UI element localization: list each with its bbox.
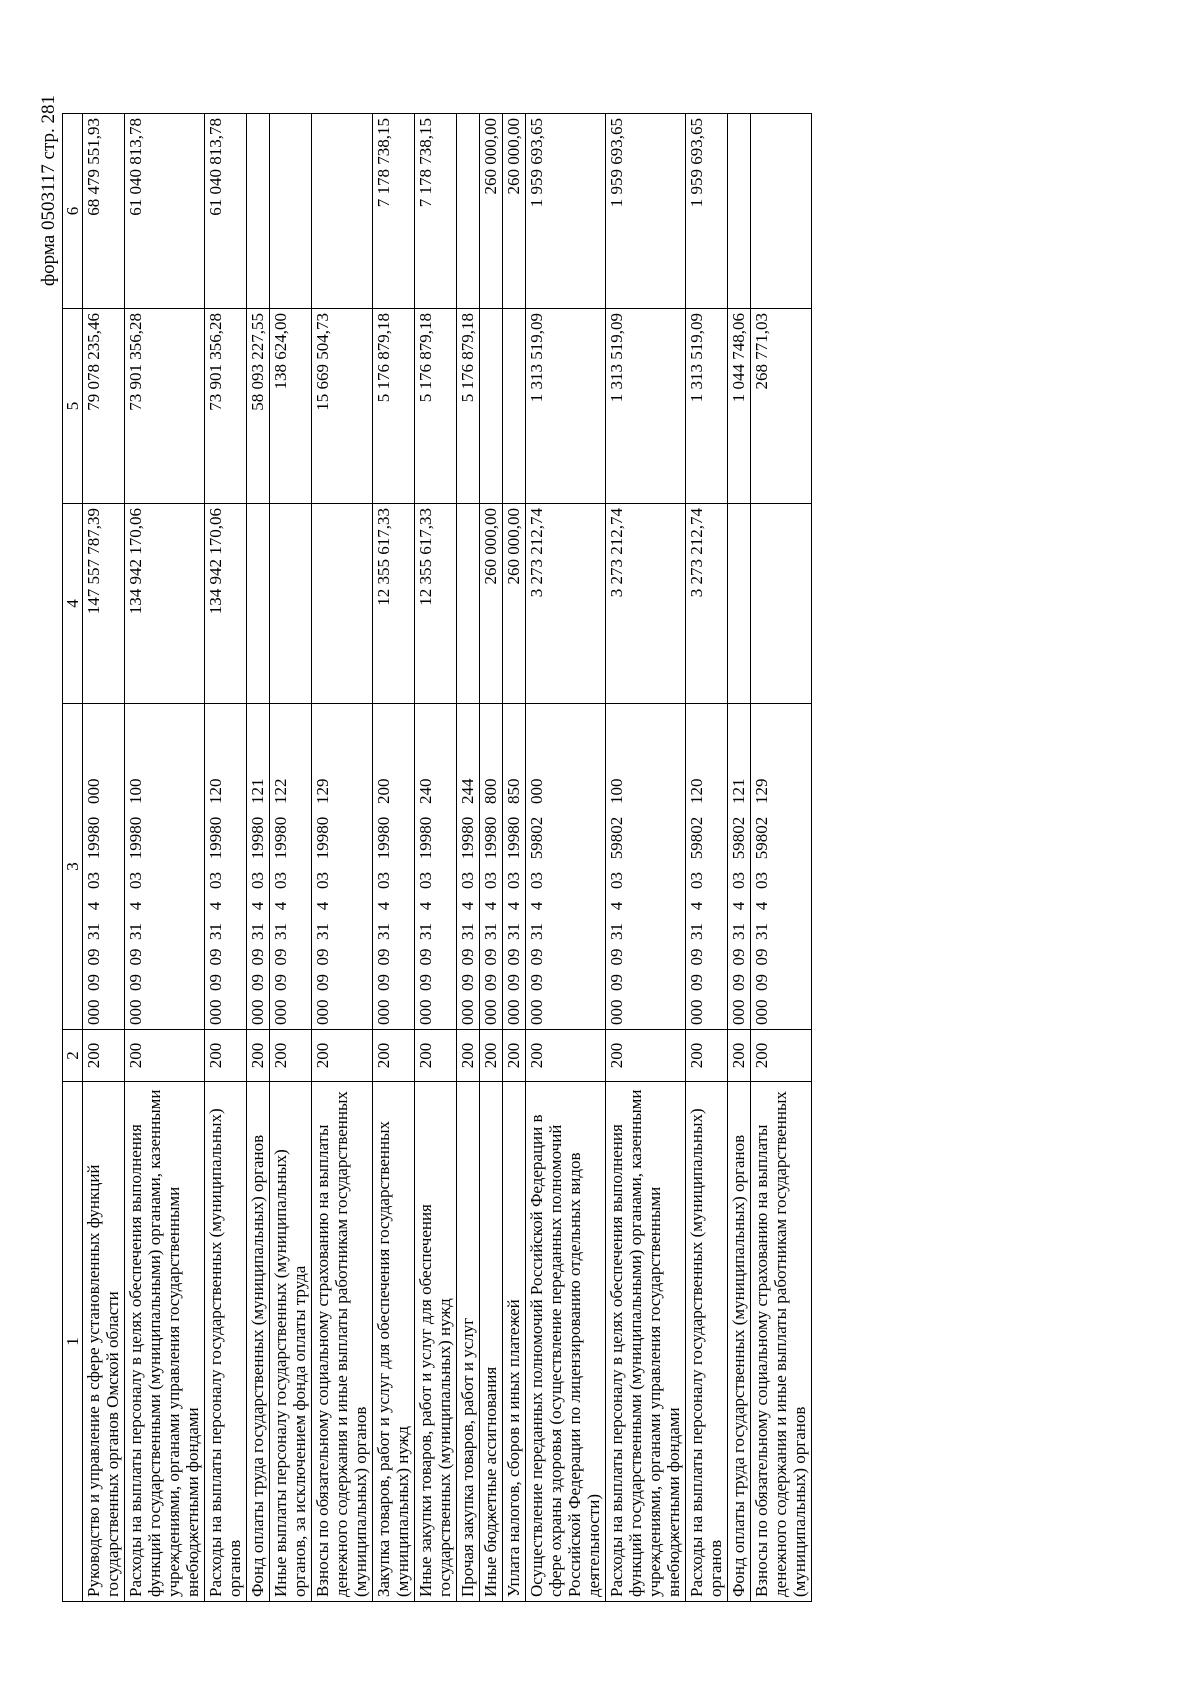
budget-classification-code-cell: 000 09 09 31 4 03 59802 121 <box>728 704 751 1030</box>
budget-classification-code-cell: 000 09 09 31 4 03 19980 800 <box>480 704 503 1030</box>
expense-name-cell: Уплата налогов, сборов и иных платежей <box>503 1082 526 1602</box>
form-number-note: форма 0503117 стр. 281 <box>38 95 59 287</box>
column-header: 6 <box>63 114 83 309</box>
budget-classification-code-cell: 000 09 09 31 4 03 59802 129 <box>751 704 812 1030</box>
expense-name-cell: Расходы на выплаты персоналу государственных (муниципальных) органов <box>686 1082 728 1602</box>
line-code-cell: 200 <box>312 1030 373 1082</box>
approved-amount-cell: 12 355 617,33 <box>373 504 415 704</box>
unexecuted-amount-cell: 7 178 738,15 <box>415 114 457 309</box>
approved-amount-cell <box>247 504 270 704</box>
table-row <box>606 114 686 1602</box>
unexecuted-amount-cell <box>457 114 480 309</box>
expense-name-cell: Расходы на выплаты персоналу в целях обеспечения выполнения функций государственными (муниципальными) органами, казенными учреждениями, органами управления государственными внебюджетными фондами <box>125 1082 205 1602</box>
budget-classification-code-cell: 000 09 09 31 4 03 59802 000 <box>526 704 606 1030</box>
budget-classification-code-cell: 000 09 09 31 4 03 19980 121 <box>247 704 270 1030</box>
column-number-row <box>63 114 83 1602</box>
unexecuted-amount-cell: 260 000,00 <box>503 114 526 309</box>
approved-amount-cell: 134 942 170,06 <box>205 504 247 704</box>
table-row <box>270 114 312 1602</box>
approved-amount-cell: 3 273 212,74 <box>686 504 728 704</box>
expense-name-cell: Фонд оплаты труда государственных (муниципальных) органов <box>728 1082 751 1602</box>
budget-classification-code-cell: 000 09 09 31 4 03 19980 129 <box>312 704 373 1030</box>
line-code-cell: 200 <box>480 1030 503 1082</box>
executed-amount-cell: 73 901 356,28 <box>125 309 205 504</box>
expense-name-cell: Руководство и управление в сфере установленных функций государственных органов Омской области <box>83 1082 125 1602</box>
executed-amount-cell <box>503 309 526 504</box>
unexecuted-amount-cell: 1 959 693,65 <box>606 114 686 309</box>
unexecuted-amount-cell <box>751 114 812 309</box>
executed-amount-cell: 268 771,03 <box>751 309 812 504</box>
budget-classification-code-cell: 000 09 09 31 4 03 19980 122 <box>270 704 312 1030</box>
unexecuted-amount-cell: 61 040 813,78 <box>205 114 247 309</box>
unexecuted-amount-cell: 1 959 693,65 <box>686 114 728 309</box>
approved-amount-cell: 3 273 212,74 <box>606 504 686 704</box>
approved-amount-cell: 3 273 212,74 <box>526 504 606 704</box>
column-header: 2 <box>63 1030 83 1082</box>
approved-amount-cell: 260 000,00 <box>480 504 503 704</box>
approved-amount-cell <box>751 504 812 704</box>
table-row <box>751 114 812 1602</box>
executed-amount-cell: 5 176 879,18 <box>415 309 457 504</box>
budget-classification-code-cell: 000 09 09 31 4 03 19980 100 <box>125 704 205 1030</box>
unexecuted-amount-cell: 61 040 813,78 <box>125 114 205 309</box>
expense-name-cell: Иные закупки товаров, работ и услуг для обеспечения государственных (муниципальных) нужд <box>415 1082 457 1602</box>
line-code-cell: 200 <box>83 1030 125 1082</box>
executed-amount-cell: 1 313 519,09 <box>606 309 686 504</box>
unexecuted-amount-cell: 7 178 738,15 <box>373 114 415 309</box>
approved-amount-cell <box>312 504 373 704</box>
approved-amount-cell <box>457 504 480 704</box>
column-header: 3 <box>63 704 83 1030</box>
line-code-cell: 200 <box>526 1030 606 1082</box>
column-header: 1 <box>63 1082 83 1602</box>
budget-classification-code-cell: 000 09 09 31 4 03 19980 120 <box>205 704 247 1030</box>
executed-amount-cell: 73 901 356,28 <box>205 309 247 504</box>
budget-classification-code-cell: 000 09 09 31 4 03 59802 120 <box>686 704 728 1030</box>
expense-name-cell: Расходы на выплаты персоналу в целях обеспечения выполнения функций государственными (муниципальными) органами, казенными учреждениями, органами управления государственными внебюджетными фондами <box>606 1082 686 1602</box>
approved-amount-cell: 134 942 170,06 <box>125 504 205 704</box>
line-code-cell: 200 <box>457 1030 480 1082</box>
executed-amount-cell: 79 078 235,46 <box>83 309 125 504</box>
expense-name-cell: Осуществление переданных полномочий Российской Федерации в сфере охраны здоровья (осуществление переданных полномочий Российской Федерации по лицензированию отдельных видов деятельности) <box>526 1082 606 1602</box>
table-row <box>686 114 728 1602</box>
table-row <box>526 114 606 1602</box>
unexecuted-amount-cell <box>312 114 373 309</box>
column-header: 4 <box>63 504 83 704</box>
unexecuted-amount-cell: 1 959 693,65 <box>526 114 606 309</box>
unexecuted-amount-cell: 260 000,00 <box>480 114 503 309</box>
table-row <box>480 114 503 1602</box>
table-row <box>312 114 373 1602</box>
expense-name-cell: Расходы на выплаты персоналу государственных (муниципальных) органов <box>205 1082 247 1602</box>
table-row <box>247 114 270 1602</box>
approved-amount-cell <box>728 504 751 704</box>
budget-classification-code-cell: 000 09 09 31 4 03 19980 244 <box>457 704 480 1030</box>
unexecuted-amount-cell: 68 479 551,93 <box>83 114 125 309</box>
expense-name-cell: Фонд оплаты труда государственных (муниципальных) органов <box>247 1082 270 1602</box>
executed-amount-cell: 1 313 519,09 <box>526 309 606 504</box>
executed-amount-cell: 138 624,00 <box>270 309 312 504</box>
budget-classification-code-cell: 000 09 09 31 4 03 19980 240 <box>415 704 457 1030</box>
expense-name-cell: Иные выплаты персоналу государственных (муниципальных) органов, за исключением фонда оплаты труда <box>270 1082 312 1602</box>
table-row <box>415 114 457 1602</box>
executed-amount-cell: 58 093 227,55 <box>247 309 270 504</box>
expense-name-cell: Закупка товаров, работ и услуг для обеспечения государственных (муниципальных) нужд <box>373 1082 415 1602</box>
budget-classification-code-cell: 000 09 09 31 4 03 19980 200 <box>373 704 415 1030</box>
expense-name-cell: Иные бюджетные ассигнования <box>480 1082 503 1602</box>
line-code-cell: 200 <box>373 1030 415 1082</box>
line-code-cell: 200 <box>686 1030 728 1082</box>
table-row <box>83 114 125 1602</box>
table-row <box>125 114 205 1602</box>
executed-amount-cell <box>480 309 503 504</box>
expense-name-cell: Взносы по обязательному социальному страхованию на выплаты денежного содержания и иные выплаты работникам государственных (муниципальных) органов <box>312 1082 373 1602</box>
unexecuted-amount-cell <box>728 114 751 309</box>
line-code-cell: 200 <box>751 1030 812 1082</box>
line-code-cell: 200 <box>125 1030 205 1082</box>
budget-classification-code-cell: 000 09 09 31 4 03 19980 000 <box>83 704 125 1030</box>
line-code-cell: 200 <box>606 1030 686 1082</box>
table-row <box>728 114 751 1602</box>
table-row <box>503 114 526 1602</box>
table-row <box>205 114 247 1602</box>
column-header: 5 <box>63 309 83 504</box>
line-code-cell: 200 <box>415 1030 457 1082</box>
approved-amount-cell <box>270 504 312 704</box>
executed-amount-cell: 5 176 879,18 <box>373 309 415 504</box>
executed-amount-cell: 5 176 879,18 <box>457 309 480 504</box>
line-code-cell: 200 <box>270 1030 312 1082</box>
budget-classification-code-cell: 000 09 09 31 4 03 19980 850 <box>503 704 526 1030</box>
executed-amount-cell: 15 669 504,73 <box>312 309 373 504</box>
line-code-cell: 200 <box>503 1030 526 1082</box>
approved-amount-cell: 260 000,00 <box>503 504 526 704</box>
table-row <box>457 114 480 1602</box>
executed-amount-cell: 1 044 748,06 <box>728 309 751 504</box>
line-code-cell: 200 <box>728 1030 751 1082</box>
expenditure-table <box>62 113 812 1602</box>
unexecuted-amount-cell <box>247 114 270 309</box>
unexecuted-amount-cell <box>270 114 312 309</box>
line-code-cell: 200 <box>247 1030 270 1082</box>
expense-name-cell: Взносы по обязательному социальному страхованию на выплаты денежного содержания и иные выплаты работникам государственных (муниципальных) органов <box>751 1082 812 1602</box>
approved-amount-cell: 147 557 787,39 <box>83 504 125 704</box>
executed-amount-cell: 1 313 519,09 <box>686 309 728 504</box>
line-code-cell: 200 <box>205 1030 247 1082</box>
approved-amount-cell: 12 355 617,33 <box>415 504 457 704</box>
budget-classification-code-cell: 000 09 09 31 4 03 59802 100 <box>606 704 686 1030</box>
table-row <box>373 114 415 1602</box>
expense-name-cell: Прочая закупка товаров, работ и услуг <box>457 1082 480 1602</box>
